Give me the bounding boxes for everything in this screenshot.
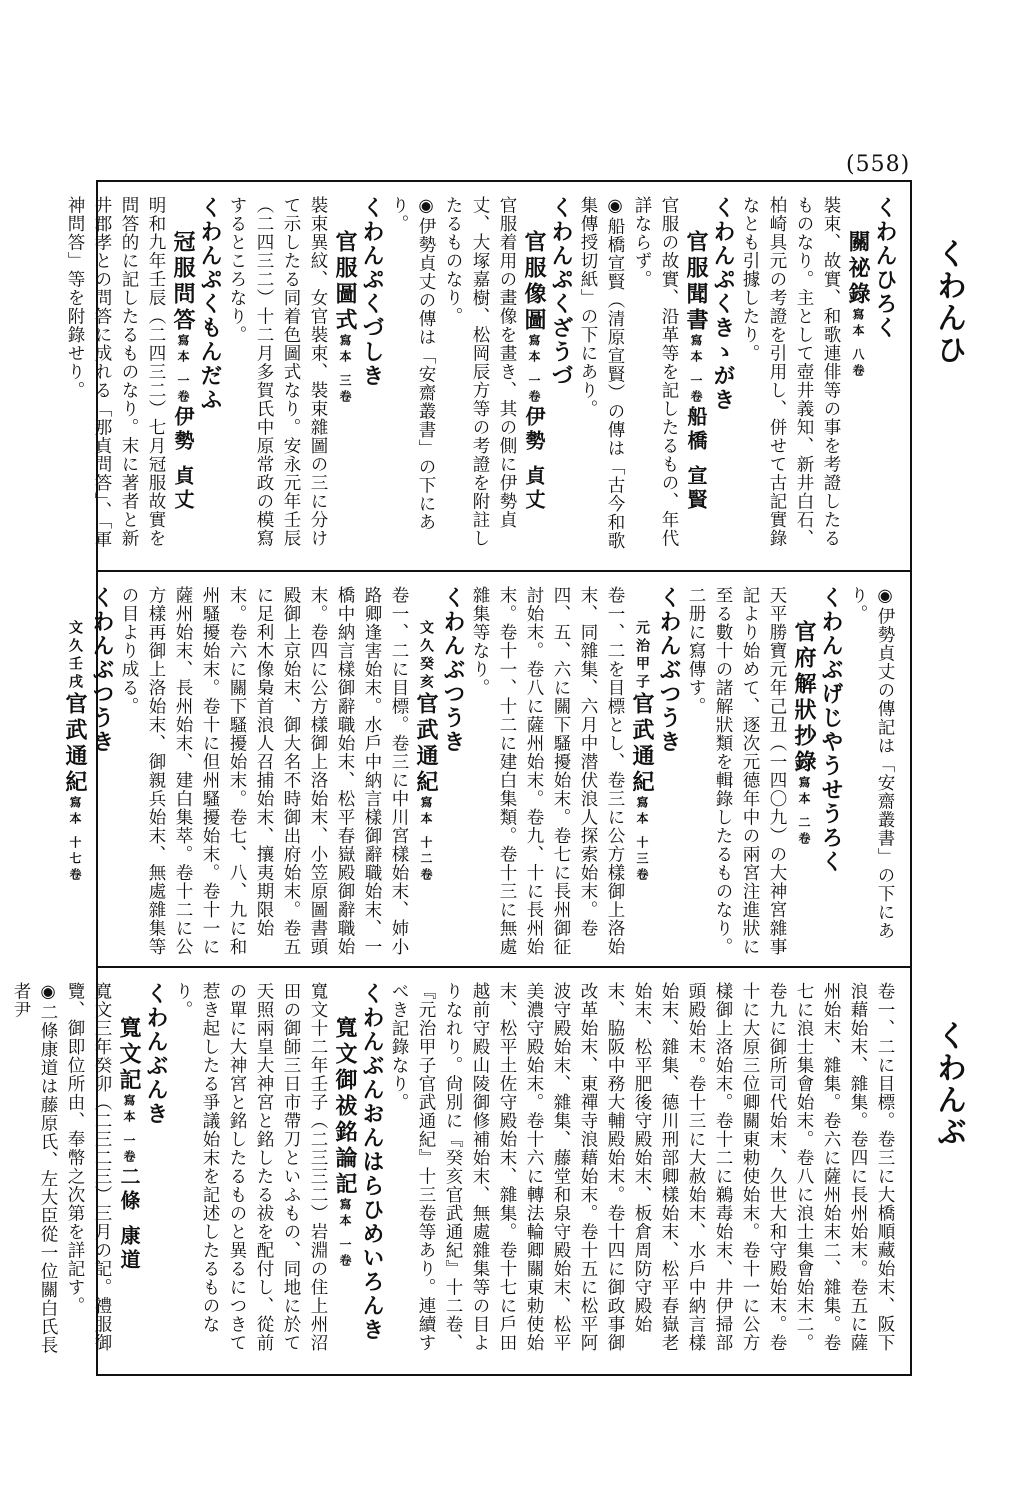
- work-title-line: [61, 586, 88, 956]
- work-title: 官武通紀: [62, 692, 88, 796]
- entry-description: 明和九年壬辰（二四三二）七月冠服故實を問答的に記したるものなり。末に著者と新井郡孝との問答に成れる「那貞問答」、「軍神問答」等を附錄せり。: [65, 196, 166, 549]
- work-title-line: [520, 196, 547, 560]
- entry-description: 裝束異紋、女官裝束、裝束雜圖の三に分けて示したる同着色圖式なり。安永元年壬辰（二四三二）十二月多賀氏中原常政の模寫するところなり。: [227, 196, 328, 548]
- author-name: 伊勢 貞丈: [171, 406, 195, 514]
- work-title: 冠服問答: [170, 230, 196, 334]
- entry-heading: くわんぷくもんだふ: [197, 196, 223, 412]
- entry-heading: くわんぷくきゝがき: [710, 196, 736, 412]
- volume-info: 寫本 八卷: [851, 308, 865, 381]
- work-title-line: [844, 196, 871, 560]
- volume-info: 寫本 三卷: [338, 334, 352, 407]
- work-title-line: [682, 196, 709, 560]
- tier-bottom: [11, 968, 910, 1374]
- volume-info: 寫本 一卷: [176, 334, 190, 407]
- entry-description: ◉船橋宣賢（清原宣賢）の傳は「古今和歌集傳授切紙」の下にあり。: [578, 196, 625, 550]
- work-title-line: [412, 586, 439, 956]
- dictionary-frame: [11, 180, 912, 1376]
- volume-info: 寫本 一卷: [338, 1198, 352, 1271]
- volume-info: 寫本 一卷: [122, 1094, 136, 1167]
- entry-heading: くわんぶんおんはらひめいろんき: [359, 982, 385, 1342]
- tier-top: [65, 182, 910, 572]
- page-number: (558): [846, 152, 911, 177]
- author-name: 二條 康道: [117, 1166, 141, 1274]
- entry-heading: くわんぶつうき: [656, 586, 682, 754]
- work-title: 寬文記: [116, 1016, 142, 1094]
- work-title-line: [115, 982, 142, 1364]
- entry-heading: くわんぷくざうづ: [548, 196, 574, 388]
- entry-description: 官服の故實、沿革等を記したるもの、年代詳ならず。: [632, 196, 679, 548]
- tier-middle: [62, 572, 910, 968]
- work-title-line: [169, 196, 196, 560]
- work-title: 關祕錄: [845, 230, 871, 308]
- work-title: 官武通紀: [413, 692, 439, 796]
- entry-description: 裝束、故實、和歌連俳等の事を考證したるものなり。主として壺井義知、新井白石、柏崎具元の考證を引用し、併せて古記實錄なとも引據したり。: [740, 196, 841, 548]
- era-label: 文久癸亥: [418, 620, 434, 692]
- volume-info: 寫本 一卷: [527, 334, 541, 407]
- entry-heading: くわんぶつうき: [89, 586, 115, 754]
- volume-info: 寫本 一卷: [689, 334, 703, 407]
- entry-description: ◉二條康道は藤原氏、左大臣從一位關白氏長者尹: [11, 982, 58, 1355]
- entry-description: 天平勝寶元年己丑（一四〇九）の大神宮雜事記より始めて、逐次元德年中の兩宮注進狀に至る數十の諸解狀類を輯錄したるものなり。二册に寫傳す。: [686, 586, 787, 956]
- work-title: 寬文御祓銘論記: [332, 1016, 358, 1198]
- entry-description: 卷一、二に目標。卷三に中川宮樣始末、姉小路卿逢害始末。水戶中納言樣御辭職始末、一橋中納言樣御辭職始末、松平春嶽殿御辭職始末。卷四に公方樣御上洛始末、小笠原圖書頭殿御上京始末、御大名不時御出府始末。卷五に足利木像梟首浪人召捕始末、攘夷期限始末。卷六に關下騷擾始末。卷七、八、九に和州騷擾始末。卷十に但州騷擾始末。卷十一に薩州始末、長州始末、建白集萃。卷十二に公方樣再御上洛始末、御親兵始末、無處雜集等の目より成る。: [119, 586, 409, 956]
- author-name: 伊勢 貞丈: [522, 406, 546, 514]
- volume-info: 寫本 二卷: [797, 776, 811, 849]
- work-title-line: [628, 586, 655, 956]
- entry-description: 官服着用の畫像を畫き、其の側に伊勢貞丈、大塚嘉樹、松岡辰方等の考證を附註したるものなり。: [443, 196, 517, 548]
- entry-description: 卷一、二に目標。卷三に大橋順藏始末、阪下浪藉始末、雜集。卷四に長州始末。卷五に薩州始末、雜集。卷六に薩州始末二、雜集。卷七に浪士集會始末。卷八に浪士集會始末二。卷九に御所司代始末、久世大和守殿始末。卷十に大原三位卿關東勅使始末。卷十一に公方樣御上洛始末。卷十二に鵜毒始末、井伊掃部頭殿始末。卷十三に大赦始末、水戶中納言樣始末、雜集、德川刑部卿樣始末、松平春嶽老始末、松平肥後守殿始末、板倉周防守殿始末、脇阪中務大輔殿始末。卷十四に御政事御改革始末、東禪寺浪藉始末。卷十五に松平阿波守殿始末、雜集、藤堂和泉守殿始末、松平美濃守殿始末。卷十六に轉法輪卿關東勅使始末、松平土佐守殿始末、雜集。卷十七に戶田越前守殿山陵御修補始末、無處雜集等の目よりなれり。尙別に『癸亥官武通紀』十二卷、『元治甲子官武通紀』十三卷等あり。連續すべき記錄なり。: [389, 982, 895, 1352]
- work-title: 官服聞書: [683, 230, 709, 334]
- entry-description: ◉伊勢貞丈の傳記は「安齋叢書」の下にあり。: [848, 586, 895, 940]
- entry-heading: くわんぶつうき: [440, 586, 466, 754]
- entry-description: ◉伊勢貞丈の傳は「安齋叢書」の下にあり。: [389, 196, 436, 532]
- author-name: 船橋 宣賢: [684, 406, 708, 514]
- entry-heading: くわんぶんき: [143, 982, 169, 1126]
- volume-info: 寫本 十三卷: [635, 796, 649, 885]
- work-title-line: [790, 586, 817, 956]
- work-title: 官武通紀: [629, 692, 655, 796]
- entry-description: 寬文十二年壬子（二三三二）岩淵の住上州沼田の御師三日市帶刀といふもの、同地に於て天照兩皇大神宮と銘したる祓を配付し、從前の單に大神宮と銘したるものと異るにつきて惹き起したる爭議始末を記述したるものなり。: [173, 982, 328, 1352]
- era-label: 文久壬戌: [67, 620, 83, 692]
- volume-info: 寫本 十七卷: [68, 796, 82, 885]
- era-label: 元治甲子: [634, 620, 650, 692]
- entry-description: 卷一、二を目標とし、卷三に公方樣御上洛始末、同雜集、六月中潜伏浪人探索始末。卷四、五、六に關下騷擾始末。卷七に長州御征討始末。卷八に薩州始末。卷九、十に長州始末。卷十一、十二に建白集類。卷十三に無處雜集等なり。: [470, 586, 625, 956]
- work-title: 官府解狀抄錄: [791, 620, 817, 776]
- entry-heading: くわんぷくづしき: [359, 196, 385, 388]
- running-head-top: くわんひ: [931, 238, 966, 366]
- running-head-bottom: くわんぶ: [931, 1020, 966, 1148]
- work-title: 官服像圖: [521, 230, 547, 334]
- entry-heading: くわんひろく: [872, 196, 898, 340]
- entry-heading: くわんぶげじやうせうろく: [818, 586, 844, 874]
- volume-info: 寫本 十二卷: [419, 796, 433, 885]
- work-title-line: [331, 982, 358, 1364]
- entry-description: 寬文三年癸卯（二三二三）三月の記。禮服御覽、御即位所由、奉幣之次第を詳記す。: [65, 982, 112, 1352]
- work-title: 官服圖式: [332, 230, 358, 334]
- work-title-line: [331, 196, 358, 560]
